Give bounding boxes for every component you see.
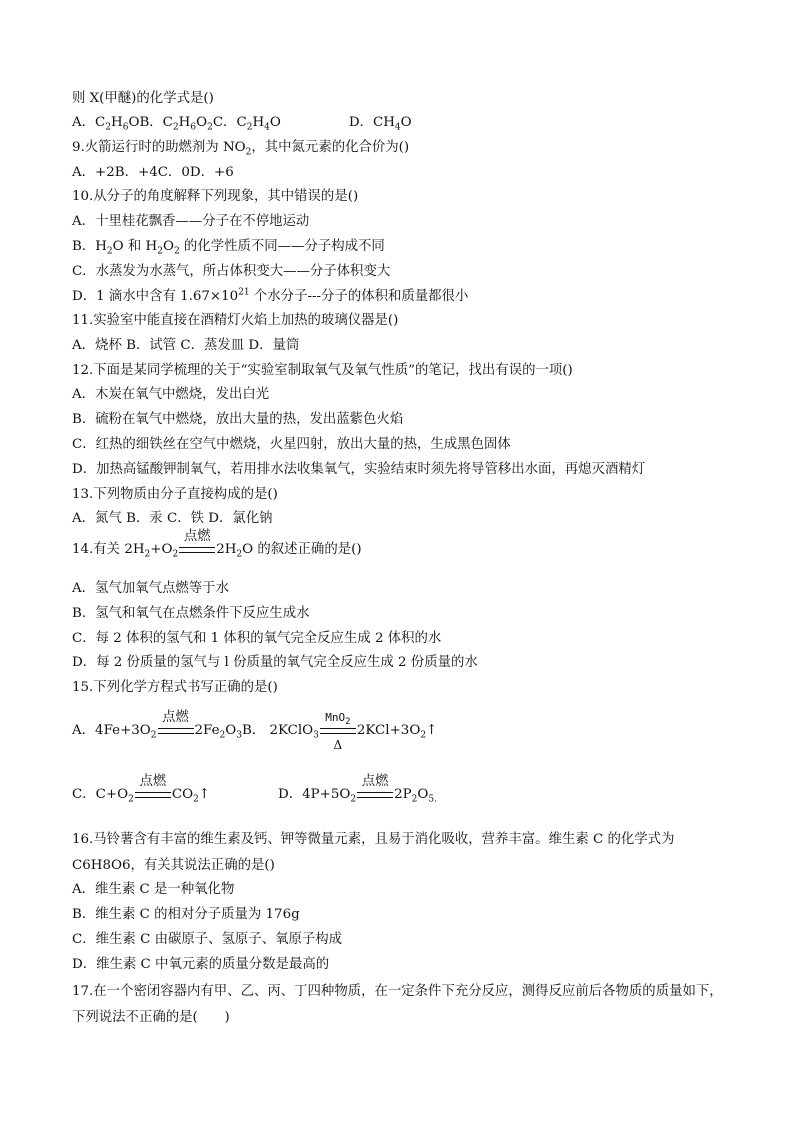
q10-option-b: B．$H_2O$ 和 $H_2O_2$ 的化学性质不同——分子构成不同 xyxy=(72,239,385,257)
q12-option-c: C．红热的细铁丝在空气中燃烧，火星四射，放出大量的热，生成黑色固体 xyxy=(72,437,511,452)
q13-stem: 13.下列物质由分子直接构成的是() xyxy=(72,487,278,502)
q16-option-c: C．维生素 C 由碳原子、氢原子、氧原子构成 xyxy=(72,932,343,947)
q14-stem: 14.有关 $2H_2+O_2$ 点燃 $2H_2O$ 的叙述正确的是() xyxy=(72,529,362,560)
q10-option-c: C．水蒸发为水蒸气，所占体积变大——分子体积变大 xyxy=(72,264,391,279)
q8-options: A．$C_2H_6OB$．$C_2H_6O_2C$．$C_2H_4O$ D．$CH_4O$ xyxy=(72,115,412,133)
q9-options: A．+2B．+4C．0D．+6 xyxy=(72,165,234,180)
q14-option-c: C．每 2 体积的氢气和 1 体积的氧气完全反应生成 2 体积的水 xyxy=(72,631,442,646)
q15-options-ab: A．$4Fe+3O_2$ 点燃 $2Fe_2O_3B$． 2KClO$_3$ MnO$_2$ Δ $2KCl+3O_2↑$ xyxy=(72,710,438,752)
q16-option-a: A．维生素 C 是一种氧化物 xyxy=(72,882,235,897)
q10-option-a: A．十里桂花飘香——分子在不停地运动 xyxy=(72,214,310,229)
q12-option-d: D．加热高锰酸钾制氧气，若用排水法收集氧气，实验结束时须先将导管移出水面，再熄灭酒精灯 xyxy=(72,462,646,477)
q16-stem: 16.马铃薯含有丰富的维生素及钙、钾等微量元素，且易于消化吸收，营养丰富。维生素 C 的化学式为 C6H8O6，有关其说法正确的是() xyxy=(72,832,675,873)
q14-option-d: D．每 2 份质量的氢气与 l 份质量的氧气完全反应生成 2 份质量的水 xyxy=(72,655,478,670)
q10-option-d: D．1 滴水中含有 $1.67\times 10^{21}$ 个水分子---分子的体积和质量都很小 xyxy=(72,287,469,304)
q14-option-b: B．氢气和氧气在点燃条件下反应生成水 xyxy=(72,606,310,621)
q14-option-a: A．氢气加氧气点燃等于水 xyxy=(72,581,229,596)
q11-stem: 11.实验室中能直接在酒精灯火焰上加热的玻璃仪器是() xyxy=(72,313,399,328)
q17-stem: 17.在一个密闭容器内有甲、乙、丙、丁四种物质，在一定条件下充分反应，测得反应前后各物质的质量如下，下列说法不正确的是( ) xyxy=(72,984,723,1025)
q10-stem: 10.从分子的角度解释下列现象，其中错误的是() xyxy=(72,189,359,204)
q13-options: A．氮气 B．汞 C．铁 D．氯化钠 xyxy=(72,511,273,526)
q15-options-cd: C．$C+O_2$ 点燃 $CO_2↑$ D．$4P+5O_2$ 点燃 $2P_2O_{5.}$ xyxy=(72,774,437,805)
q9-stem: 9.火箭运行时的助燃剂为 $NO_2$，其中氮元素的化合价为() xyxy=(72,140,410,158)
q15-stem: 15.下列化学方程式书写正确的是() xyxy=(72,680,278,695)
q8-stem-tail: 则 X(甲醚)的化学式是() xyxy=(72,91,214,106)
q11-options: A．烧杯 B．试管 C．蒸发皿 D．量筒 xyxy=(72,338,300,353)
q16-option-b: B．维生素 C 的相对分子质量为 176g xyxy=(72,907,300,922)
q12-option-a: A．木炭在氧气中燃烧，发出白光 xyxy=(72,387,270,402)
q12-option-b: B．硫粉在氧气中燃烧，放出大量的热，发出蓝紫色火焰 xyxy=(72,412,404,427)
q16-option-d: D．维生素 C 中氧元素的质量分数是最高的 xyxy=(72,957,330,972)
q12-stem: 12.下面是某同学梳理的关于“实验室制取氧气及氧气性质”的笔记，找出有误的一项() xyxy=(72,363,573,378)
